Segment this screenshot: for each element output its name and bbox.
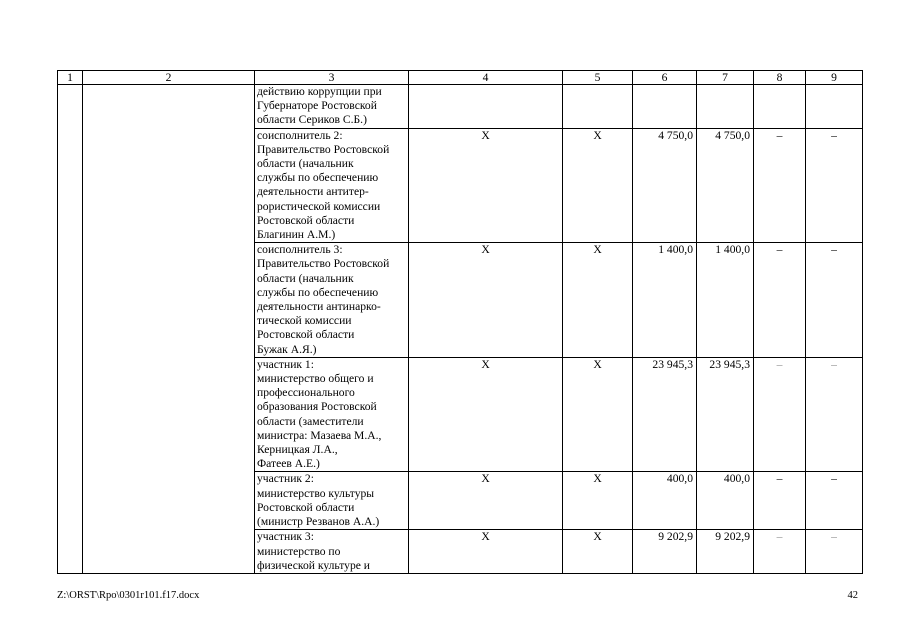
cell-col8: – xyxy=(754,243,806,358)
cell-col2-merged xyxy=(83,85,255,574)
text-line: деятельности антитер- xyxy=(257,185,369,199)
cell-col9: – xyxy=(806,243,863,358)
cell-participant xyxy=(255,530,409,574)
cell-participant xyxy=(255,472,409,530)
column-number: 3 xyxy=(255,71,409,85)
text-line: участник 2: xyxy=(257,472,314,486)
column-number: 4 xyxy=(409,71,563,85)
text-line: Фатеев А.Е.) xyxy=(257,457,320,471)
table-row-continuation xyxy=(58,85,863,129)
column-number: 9 xyxy=(806,71,863,85)
cell-empty xyxy=(409,85,563,129)
text-line: действию коррупции при xyxy=(257,85,382,98)
text-line: Правительство Ростовской xyxy=(257,142,390,156)
text-line: участник 1: xyxy=(257,357,314,371)
cell-participant xyxy=(255,243,409,358)
cell-col5: Х xyxy=(563,472,633,530)
text-line: службы по обеспечению xyxy=(257,171,379,185)
text-line: деятельности антинарко- xyxy=(257,300,381,314)
cell-participant xyxy=(255,128,409,243)
column-number-row xyxy=(58,71,863,85)
text-line: участник 3: xyxy=(257,530,314,544)
text-line: Губернаторе Ростовской xyxy=(257,99,377,113)
text-line: (министр Резванов А.А.) xyxy=(257,515,380,529)
text-line: Ростовской области xyxy=(257,213,355,227)
cell-col7: 23 945,3 xyxy=(697,357,754,472)
text-line: министерство общего и xyxy=(257,372,374,386)
text-line: области (начальник xyxy=(257,271,354,285)
column-number: 2 xyxy=(83,71,255,85)
column-number: 8 xyxy=(754,71,806,85)
cell-empty xyxy=(697,85,754,129)
program-table xyxy=(57,70,863,574)
text-line: Бужак А.Я.) xyxy=(257,342,317,356)
cell-col6: 9 202,9 xyxy=(633,530,697,574)
text-line: Правительство Ростовской xyxy=(257,257,390,271)
text-line: соисполнитель 3: xyxy=(257,243,343,257)
text-line: Ростовской области xyxy=(257,328,355,342)
cell-col5: Х xyxy=(563,243,633,358)
text-line: области (начальник xyxy=(257,157,354,171)
cell-col8: – xyxy=(754,128,806,243)
cell-empty xyxy=(563,85,633,129)
cell-empty xyxy=(633,85,697,129)
footer-page-number: 42 xyxy=(847,590,858,601)
column-number: 7 xyxy=(697,71,754,85)
column-number: 6 xyxy=(633,71,697,85)
cell-col6: 400,0 xyxy=(633,472,697,530)
cell-col7: 400,0 xyxy=(697,472,754,530)
column-number: 5 xyxy=(563,71,633,85)
cell-continuation-text xyxy=(255,85,409,129)
cell-col8: – xyxy=(754,472,806,530)
text-line: министра: Мазаева М.А., xyxy=(257,428,382,442)
cell-col4: Х xyxy=(409,243,563,358)
text-line: министерство по xyxy=(257,544,341,558)
cell-col6: 4 750,0 xyxy=(633,128,697,243)
cell-col6: 1 400,0 xyxy=(633,243,697,358)
cell-col5: Х xyxy=(563,357,633,472)
text-line: Благинин А.М.) xyxy=(257,228,336,242)
cell-col8: – xyxy=(754,357,806,472)
cell-col4: Х xyxy=(409,128,563,243)
text-line: рористической комиссии xyxy=(257,199,381,213)
cell-col9: – xyxy=(806,530,863,574)
cell-col1-merged xyxy=(58,85,83,574)
text-line: Керницкая Л.А., xyxy=(257,443,338,457)
text-line: службы по обеспечению xyxy=(257,285,379,299)
cell-col7: 1 400,0 xyxy=(697,243,754,358)
cell-col9: – xyxy=(806,472,863,530)
cell-col6: 23 945,3 xyxy=(633,357,697,472)
cell-col9: – xyxy=(806,128,863,243)
text-line: Ростовской области xyxy=(257,500,355,514)
cell-col8: – xyxy=(754,530,806,574)
cell-empty xyxy=(806,85,863,129)
text-line: области (заместители xyxy=(257,414,364,428)
cell-col4: Х xyxy=(409,357,563,472)
cell-col7: 4 750,0 xyxy=(697,128,754,243)
text-line: образования Ростовской xyxy=(257,400,377,414)
text-line: соисполнитель 2: xyxy=(257,128,343,142)
cell-col5: Х xyxy=(563,530,633,574)
text-line: области Сериков С.Б.) xyxy=(257,113,367,127)
cell-col5: Х xyxy=(563,128,633,243)
text-line: профессионального xyxy=(257,386,355,400)
footer-file-path: Z:\ORST\Rpo\0301r101.f17.docx xyxy=(57,590,200,601)
cell-col4: Х xyxy=(409,530,563,574)
text-line: физической культуре и xyxy=(257,558,370,572)
cell-col9: – xyxy=(806,357,863,472)
text-line: тической комиссии xyxy=(257,314,352,328)
column-number: 1 xyxy=(58,71,83,85)
text-line: министерство культуры xyxy=(257,486,375,500)
cell-col7: 9 202,9 xyxy=(697,530,754,574)
cell-participant xyxy=(255,357,409,472)
cell-col4: Х xyxy=(409,472,563,530)
cell-empty xyxy=(754,85,806,129)
